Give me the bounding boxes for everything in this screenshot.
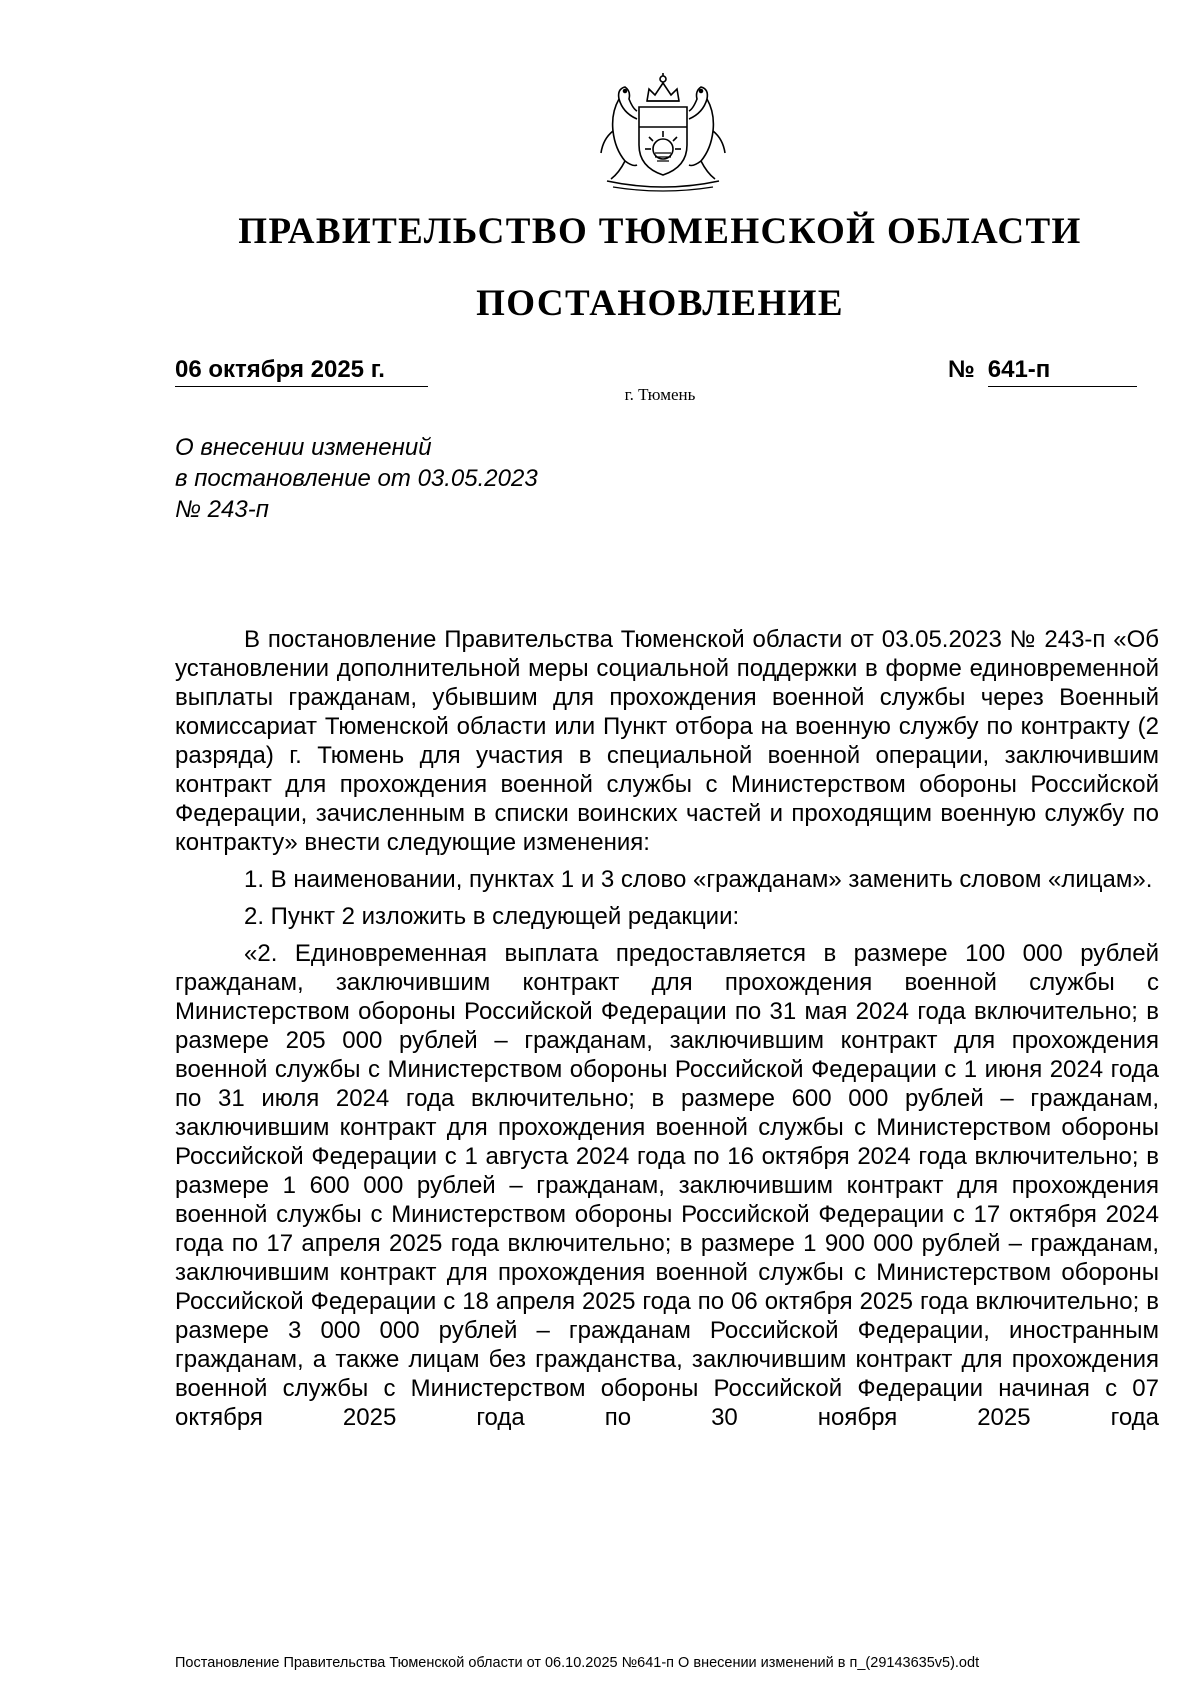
number-value: 641-п <box>988 356 1137 387</box>
body-paragraph: В постановление Правительства Тюменской области от 03.05.2023 № 243-п «Об установлении дополнительной меры социальной поддержки в форме единовременной выплаты гражданам, убывшим для прохождения военной службы через Военный комиссариат Тюменской области или Пункт отбора на военную службу по контракту (2 разряда) г. Тюмень для участия в специальной военной операции, заключившим контракт для прохождения военной службы с Министерством обороны Российской Федерации, зачисленным в списки воинских частей и проходящим военную службу по контракту» внести следующие изменения: <box>175 626 1159 856</box>
subject-line: № 243-п <box>175 496 269 523</box>
footer-filename: Постановление Правительства Тюменской области от 06.10.2025 №641-п О внесении изменений в п_(29143635v5).odt <box>175 1655 980 1671</box>
subject-line: в постановление от 03.05.2023 <box>175 465 538 492</box>
document-city: г. Тюмень <box>624 385 696 404</box>
organization-title: ПРАВИТЕЛЬСТВО ТЮМЕНСКОЙ ОБЛАСТИ <box>238 211 1082 252</box>
body-paragraph: 2. Пункт 2 изложить в следующей редакции: <box>244 903 740 930</box>
body-paragraph: 1. В наименовании, пунктах 1 и 3 слово «гражданам» заменить словом «лицам». <box>244 866 1153 893</box>
document-date: 06 октября 2025 г. <box>175 356 428 387</box>
coat-of-arms-icon <box>589 69 737 195</box>
document-subject <box>175 432 675 525</box>
document-type: ПОСТАНОВЛЕНИЕ <box>476 283 844 324</box>
number-sign: № <box>948 356 975 383</box>
subject-line: О внесении изменений <box>175 434 432 461</box>
body-paragraph: «2. Единовременная выплата предоставляется в размере 100 000 рублей гражданам, заключившим контракт для прохождения военной службы с Министерством обороны Российской Федерации по 31 мая 2024 года включительно; в размере 205 000 рублей – гражданам, заключившим контракт для прохождения военной службы с Министерством обороны Российской Федерации с 1 июня 2024 года по 31 июля 2024 года включительно; в размере 600 000 рублей – гражданам, заключившим контракт для прохождения военной службы с Министерством обороны Российской Федерации с 1 августа 2024 года по 16 октября 2024 года включительно; в размере 1 600 000 рублей – гражданам, заключившим контракт для прохождения военной службы с Министерством обороны Российской Федерации с 17 октября 2024 года по 17 апреля 2025 года включительно; в размере 1 900 000 рублей – гражданам, заключившим контракт для прохождения военной службы с Министерством обороны Российской Федерации с 18 апреля 2025 года по 06 октября 2025 года включительно; в размере 3 000 000 рублей – гражданам Российской Федерации, иностранным гражданам, а также лицам без гражданства, заключившим контракт для прохождения военной службы с Министерством обороны Российской Федерации начиная с 07 октября 2025 года по 30 ноября 2025 года <box>175 940 1159 1431</box>
document-body <box>175 625 1159 1432</box>
document-number <box>948 356 1137 387</box>
